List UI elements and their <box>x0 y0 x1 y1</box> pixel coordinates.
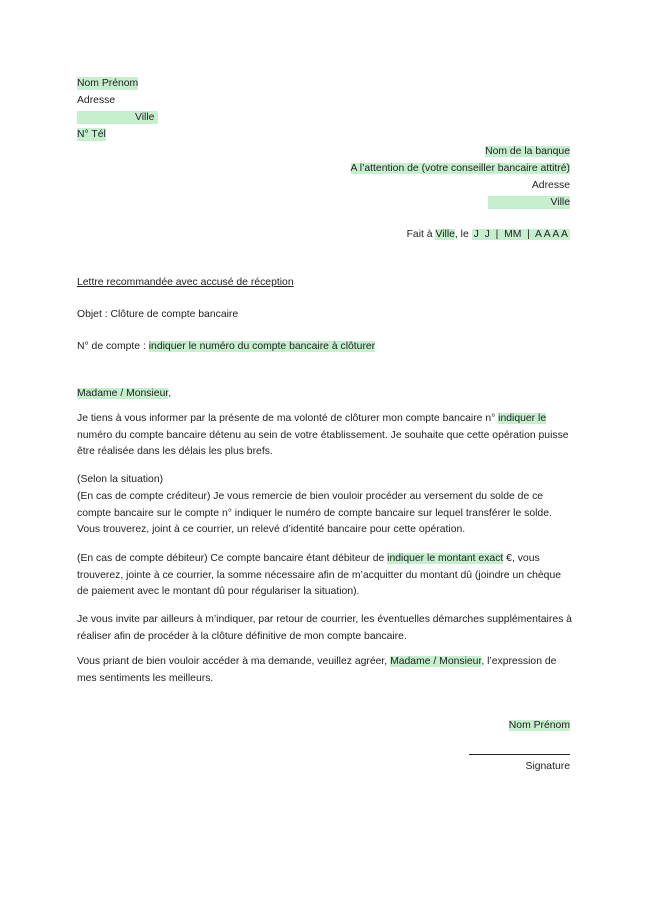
salutation-suffix: , <box>168 388 172 399</box>
signature-label: Signature <box>525 761 570 772</box>
date-prefix: Fait à <box>406 229 436 240</box>
sender-address: Adresse <box>77 95 116 106</box>
closing-text-a: Vous priant de bien vouloir accéder à ma demande, veuillez agréer, <box>77 656 391 667</box>
account-label: N° de compte : <box>77 341 149 352</box>
recipient-attention: A l’attention de (votre conseiller bancaire attitré) <box>350 163 570 174</box>
closing-text-b: , l’expression de mes sentiments les meilleurs. <box>77 656 557 684</box>
closing-highlight: Madame / Monsieur <box>390 656 482 667</box>
paragraph-creditor <box>77 489 572 539</box>
date-value: J J | MM | A A A A <box>473 229 568 240</box>
invite-text: Je vous invite par ailleurs à m’indiquer, par retour de courrier, les éventuelles démarches supplémentaires à réaliser afin de procéder à la clôture définitive de mon compte bancaire. <box>77 614 572 642</box>
recipient-city: Ville <box>488 196 570 209</box>
signature-name: Nom Prénom <box>508 720 570 731</box>
sender-city: Ville <box>77 111 158 124</box>
paragraph-closing <box>77 654 572 687</box>
signature-line <box>469 754 570 755</box>
account-line <box>77 340 375 353</box>
p1-text-b: numéro du compte bancaire détenu au sein de votre établissement. Je souhaite que cette opération puisse être réalisée dans les délais les plus brefs. <box>77 429 569 457</box>
mail-type: Lettre recommandée avec accusé de réception <box>77 277 294 288</box>
creditor-text: (En cas de compte créditeur) Je vous remercie de bien vouloir procéder au versement du solde de ce compte bancaire sur le compte n° indiquer le numéro de compte bancaire sur lequel transférer le solde. Vous trouverez, joint à ce courrier, un relevé d’identité bancaire pour cette opération. <box>77 491 552 535</box>
paragraph-debtor <box>77 551 572 601</box>
sender-phone: N° Tél <box>77 129 106 140</box>
sender-name: Nom Prénom <box>77 78 139 89</box>
p1-highlight: indiquer le <box>498 413 547 424</box>
paragraph-invite <box>77 612 572 645</box>
debtor-highlight: indiquer le montant exact <box>387 553 504 564</box>
salutation <box>77 387 171 400</box>
debtor-text-a: (En cas de compte débiteur) Ce compte bancaire étant débiteur de <box>77 553 388 564</box>
p1-text-a: Je tiens à vous informer par la présente de ma volonté de clôturer mon compte bancaire n° <box>77 413 499 424</box>
date-line <box>407 228 570 241</box>
date-middle: , le <box>454 229 472 240</box>
paragraph-intention <box>77 411 572 461</box>
debtor-text-b: €, vous trouverez, jointe à ce courrier, la somme nécessaire afin de m’acquitter du montant dû (joindre un chèque de paiement avec le montant dû pour régulariser la situation). <box>77 553 562 597</box>
recipient-address: Adresse <box>531 180 570 191</box>
date-city: Ville <box>435 229 455 240</box>
subject-line: Objet : Clôture de compte bancaire <box>77 309 239 320</box>
account-placeholder: indiquer le numéro du compte bancaire à clôturer <box>148 341 376 352</box>
situation-note: (Selon la situation) <box>77 474 164 485</box>
recipient-bank-name: Nom de la banque <box>485 146 570 157</box>
salutation-text: Madame / Monsieur <box>77 388 169 399</box>
